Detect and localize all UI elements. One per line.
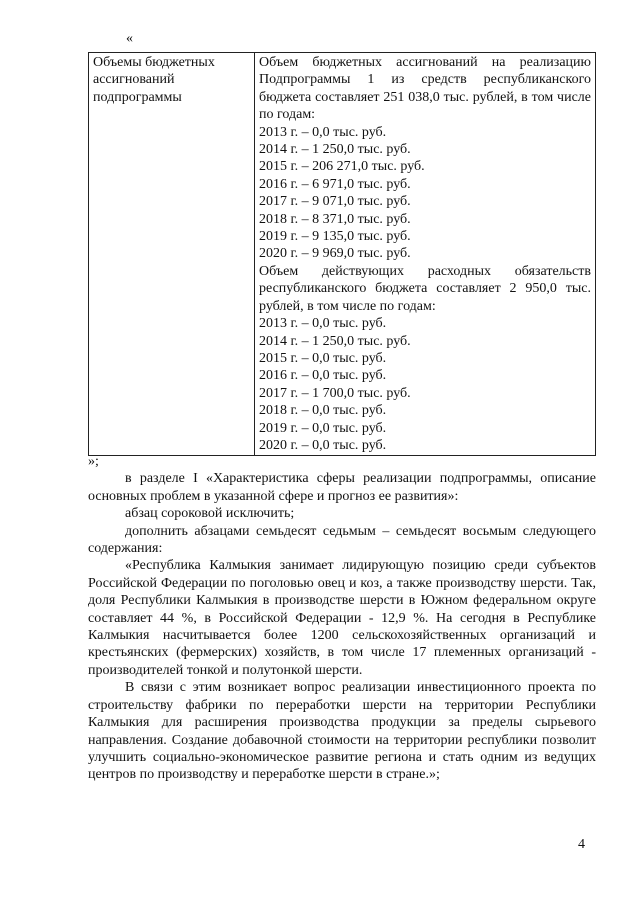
year-line: 2017 г. – 1 700,0 тыс. руб. <box>259 385 411 401</box>
budget-intro-text: Объем бюджетных ассигнований на реализацию Подпрограммы 1 из средств республиканского бюджета составляет 251 038,0 тыс. рублей, в том числе по годам: <box>259 55 591 123</box>
year-line: 2013 г. – 0,0 тыс. руб. <box>259 124 387 140</box>
year-line: 2014 г. – 1 250,0 тыс. руб. <box>259 142 411 158</box>
quoted-paragraph: В связи с этим возникает вопрос реализации инвестиционного проекта по строительству фабрики по переработки шерсти на территории Республики Калмыкия для расширения производства продукции за пределы сырьевого направления. Создание добавочной стоимости на территории республики позволит улучшить социально-экономическое развитие региона и стать одним из ведущих центров по производству и переработке шерсти в стране.»; <box>88 680 596 783</box>
year-line: 2014 г. – 1 250,0 тыс. руб. <box>259 333 411 349</box>
closing-quote-mark: »; <box>88 454 99 469</box>
page-number: 4 <box>578 837 585 852</box>
budget-table <box>88 52 596 456</box>
year-line: 2016 г. – 6 971,0 тыс. руб. <box>259 176 411 192</box>
table-value-cell <box>255 53 596 456</box>
year-line: 2013 г. – 0,0 тыс. руб. <box>259 316 387 332</box>
quoted-paragraph: «Республика Калмыкия занимает лидирующую позицию среди субъектов Российской Федерации по поголовью овец и коз, а также производству шерсти. Так, доля Республики Калмыкия в производстве шерсти в Южном федеральном округе составляет 44 %, в Российской Федерации - 12,9 %. На сегодня в Республике Калмыкия насчитывается более 1200 сельскохозяйственных организаций и крестьянских (фермерских) хозяйств, в том числе 17 племенных организаций - производителей тонкой и полутонкой шерсти. <box>88 558 596 678</box>
table-label-text: Объемы бюджетных ассигнований подпрограммы <box>93 55 215 105</box>
table-row <box>89 53 596 456</box>
year-line: 2018 г. – 8 371,0 тыс. руб. <box>259 211 411 227</box>
table-label-cell <box>89 53 255 456</box>
year-line: 2019 г. – 0,0 тыс. руб. <box>259 420 387 436</box>
section-reference-paragraph: в разделе I «Характеристика сферы реализации подпрограммы, описание основных проблем в указанной сфере и прогноз ее развития»: <box>88 471 596 504</box>
year-line: 2018 г. – 0,0 тыс. руб. <box>259 403 387 419</box>
year-line: 2015 г. – 206 271,0 тыс. руб. <box>259 159 425 175</box>
obligations-intro-text: Объем действующих расходных обязательств республиканского бюджета составляет 2 950,0 тыс. рублей, в том числе по годам: <box>259 263 591 314</box>
year-line: 2020 г. – 0,0 тыс. руб. <box>259 437 387 453</box>
year-line: 2016 г. – 0,0 тыс. руб. <box>259 368 387 384</box>
opening-quote-mark: « <box>126 31 133 46</box>
year-line: 2019 г. – 9 135,0 тыс. руб. <box>259 229 411 245</box>
add-paragraph: дополнить абзацами семьдесят седьмым – семьдесят восьмым следующего содержания: <box>88 523 596 557</box>
year-line: 2015 г. – 0,0 тыс. руб. <box>259 350 387 366</box>
exclude-paragraph: абзац сороковой исключить; <box>125 506 295 522</box>
year-line: 2020 г. – 9 969,0 тыс. руб. <box>259 246 411 262</box>
year-line: 2017 г. – 9 071,0 тыс. руб. <box>259 194 411 210</box>
body-text <box>88 453 596 784</box>
